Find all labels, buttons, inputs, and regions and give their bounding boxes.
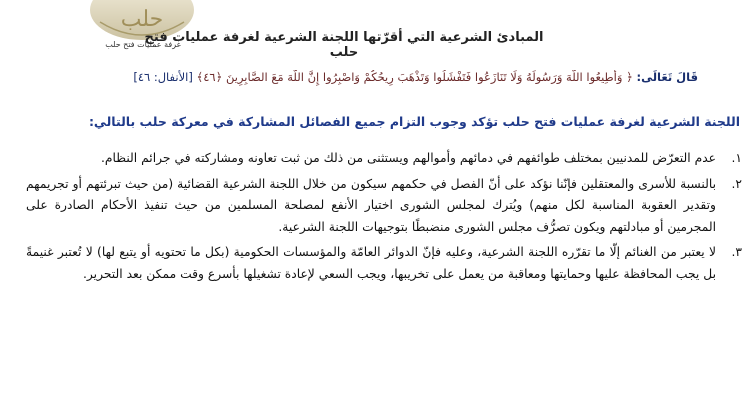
item-number: ٢. [731,176,742,191]
item-number: ٣. [731,245,742,259]
list-item [26,174,742,239]
page-title: المبادئ الشرعية التي أقرّتها اللجنة الشرعية لغرفة عمليات فتح حلب [144,30,544,60]
verse-text: ﴿ وَأَطِيعُوا اللَّهَ وَرَسُولَهُ وَلَا تَنَازَعُوا فَتَفْشَلُوا وَتَذْهَبَ رِيحُكُمْ وَاصْبِرُوا إِنَّ اللَّهَ مَعَ الصَّابِرِينَ ﴿٤٦﴾ [196,70,633,84]
intro-statement: اللجنة الشرعية لغرفة عمليات فتح حلب تؤكد وجوب التزام جميع الفصائل المشاركة في معركة حلب بالتالي: [88,114,740,129]
logo-caption: غرفة عمليات فتح حلب [105,40,181,49]
item-text: عدم التعرّض للمدنيين بمختلف طوائفهم في دمائهم وأموالهم ويستثنى من ذلك من ثبت تعاونه ومشاركته في جرائم النظام. [100,151,716,165]
list-item [26,242,742,285]
principles-list [26,148,742,289]
item-number: ١. [731,151,742,165]
verse-prefix: قَالَ تَعَالَى: [636,70,698,84]
list-item [26,148,742,170]
item-text: بالنسبة للأسرى والمعتقلين فإنّنا نؤكد على أنّ الفصل في حكمهم سيكون من خلال اللجنة الشرعية القضائية (من حيث تبرئتهم أو تجريمهم وتقدير العقوبة المناسبة لكل منهم) ويُترك لمجلس الشورى اختيار الأنفع لمصلحة المسلمين من حيث تنفيذ الأحكام الصادرة على المجرمين أو مبادلتهم ويكون تصرُّف مجلس الشورى منضبطًا بتوجيهات اللجنة الشرعية. [26,176,716,234]
quran-verse [48,70,698,92]
logo-script-text: حلب [120,7,164,32]
item-text: لا يعتبر من الغنائم إلّا ما تقرّره اللجنة الشرعية، وعليه فإنّ الدوائر العامّة والمؤسسات الحكومية (بكل ما تحتويه أو يتبع لها) لا تُعتبر غنيمةً بل يجب المحافظة عليها وحمايتها ومعاقبة من يعمل على تخريبها، ويجب السعي لإعادة تشغيلها بأسرع وقت ممكن بعد التحرير. [26,245,716,281]
verse-reference: [الأنفال: ٤٦] [133,70,193,84]
